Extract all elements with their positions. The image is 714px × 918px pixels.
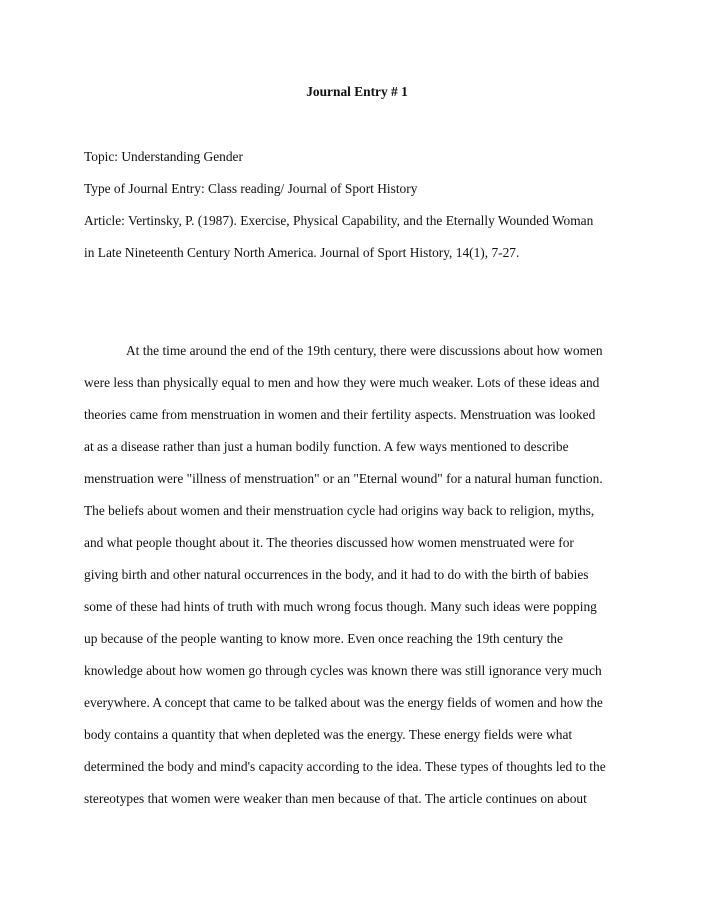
document-title: Journal Entry # 1	[306, 84, 408, 99]
body-line: knowledge about how women go through cycles was known there was still ignorance very much	[84, 663, 602, 678]
body-line: body contains a quantity that when depleted was the energy. These energy fields were what	[84, 727, 573, 742]
body-line: were less than physically equal to men and how they were much weaker. Lots of these ideas and	[84, 375, 600, 390]
topic-line: Topic: Understanding Gender	[84, 149, 243, 164]
body-line: giving birth and other natural occurrences in the body, and it had to do with the birth of babies	[84, 567, 589, 582]
body-line: and what people thought about it. The theories discussed how women menstruated were for	[84, 535, 574, 550]
body-line: menstruation were "illness of menstruation" or an "Eternal wound" for a natural human function.	[84, 471, 603, 486]
body-line: up because of the people wanting to know more. Even once reaching the 19th century the	[84, 631, 563, 646]
body-line: stereotypes that women were weaker than men because of that. The article continues on about	[84, 791, 587, 806]
entry-type-line: Type of Journal Entry: Class reading/ Journal of Sport History	[84, 181, 418, 196]
body-line: some of these had hints of truth with much wrong focus though. Many such ideas were popping	[84, 599, 597, 614]
article-citation-line-2: in Late Nineteenth Century North America. Journal of Sport History, 14(1), 7-27.	[84, 245, 520, 260]
body-line: At the time around the end of the 19th century, there were discussions about how women	[126, 343, 603, 358]
article-citation-line-1: Article: Vertinsky, P. (1987). Exercise, Physical Capability, and the Eternally Wounded Woman	[84, 213, 594, 228]
body-line: at as a disease rather than just a human bodily function. A few ways mentioned to describe	[84, 439, 569, 454]
body-line: The beliefs about women and their menstruation cycle had origins way back to religion, myths,	[84, 503, 595, 518]
body-line: everywhere. A concept that came to be talked about was the energy fields of women and how the	[84, 695, 603, 710]
body-line: determined the body and mind's capacity according to the idea. These types of thoughts led to the	[84, 759, 606, 774]
body-line: theories came from menstruation in women and their fertility aspects. Menstruation was looked	[84, 407, 596, 422]
